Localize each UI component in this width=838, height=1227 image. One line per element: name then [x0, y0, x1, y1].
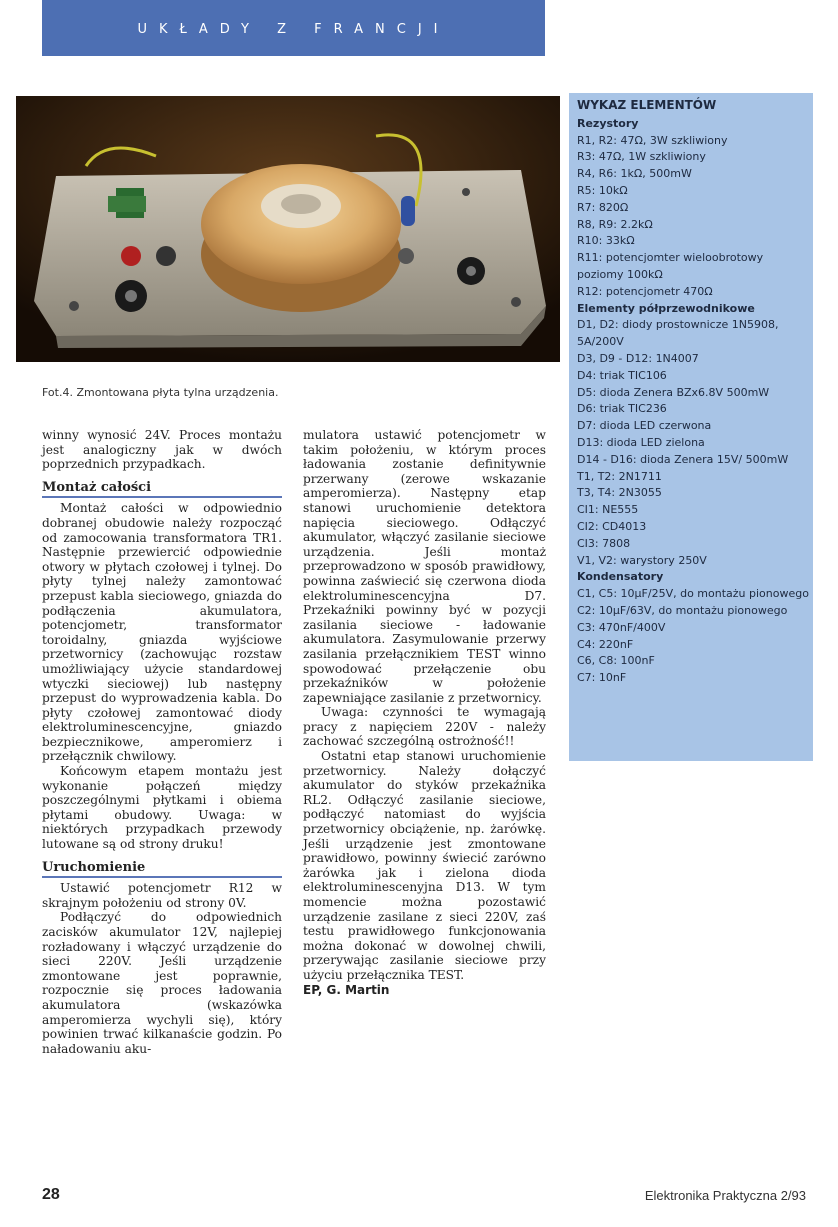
- list-item: C6, C8: 100nF: [577, 654, 655, 668]
- semiconductor-list: [577, 317, 813, 569]
- list-item: CI2: CD4013: [577, 519, 647, 533]
- paragraph: Końcowym etapem montażu jest wykonanie połączeń między poszczególnymi płytkami i obiema płytami obudowy. Uwaga: w niektórych przypadkach przewody lutowane są od strony druku!: [42, 764, 282, 852]
- paragraph: Podłączyć do odpowiednich zacisków akumulator 12V, najlepiej rozładowany i włączyć urządzenie do sieci 220V. Jeśli urządzenie zmontowane jest poprawnie, rozpocznie się proces ładowania akumulatora (wskazówka amperomierza wychyli się), który powinien trwać kilkanaście godzin. Po naładowaniu aku-: [42, 910, 282, 1056]
- list-item: R3: 47Ω, 1W szkliwiony: [577, 150, 706, 164]
- list-item: R8, R9: 2.2kΩ: [577, 217, 653, 231]
- list-item: R12: potencjometr 470Ω: [577, 284, 713, 298]
- paragraph: Ostatni etap stanowi uruchomienie przetwornicy. Należy dołączyć akumulator do styków przekaźnika RL2. Odłączyć zasilanie sieciowe, podłączyć natomiast do wyjścia przetwornicy obciążenie, np. żarówkę. Jeśli urządzenie jest zmontowane prawidłowo, powinny świecić zarówno żarówka jak i zielona dioda elektroluminescenyjna D13. W tym momencie można pozostawić urządzenie zasilane z sieci 220V, zaś testu prawidłowego funkcjonowania można dokonać w dowolnej chwili, przerywając zasilanie sieciowe przy użyciu przełącznika TEST.: [303, 749, 546, 982]
- list-item: R4, R6: 1kΩ, 500mW: [577, 167, 692, 181]
- heading-startup: Uruchomienie: [42, 861, 282, 879]
- parts-list-box: [569, 93, 813, 761]
- resistor-list: [577, 133, 813, 301]
- list-item: T3, T4: 2N3055: [577, 486, 662, 500]
- list-item: C2: 10µF/63V, do montażu pionowego: [577, 603, 788, 617]
- section-title: UKŁADY Z FRANCJI: [137, 22, 450, 37]
- paragraph: mulatora ustawić potencjometr w takim położeniu, w którym proces ładowania zostanie definitywnie przerwany (zerowe wskazanie amperomierza). Następny etap stanowi uruchomienie detektora napięcia sieciowego. Odłączyć akumulator, włączyć zasilanie sieciowe urządzenia. Jeśli montaż przeprowadzono w sposób prawidłowy, powinna zaświecić się czerwona dioda elektroluminescencyjna D7. Przekaźniki powinny być w pozycji zasilania sieciowe - ładowanie akumulatora. Zasymulowanie przerwy zasilania przełącznikiem TEST winno spowodować przełączenie obu przekaźników w położenie zapewniające zasilanie z przetwornicy.: [303, 428, 546, 705]
- section-resistors: Rezystory: [577, 116, 639, 130]
- list-item: C1, C5: 10µF/25V, do montażu pionowego: [577, 587, 809, 601]
- paragraph: Ustawić potencjometr R12 w skrajnym położeniu od strony 0V.: [42, 881, 282, 910]
- list-item: D7: dioda LED czerwona: [577, 419, 712, 433]
- list-item: D5: dioda Zenera BZx6.8V 500mW: [577, 385, 770, 399]
- list-item: D6: triak TIC236: [577, 402, 667, 416]
- parts-list-title: WYKAZ ELEMENTÓW: [577, 98, 717, 112]
- list-item: CI3: 7808: [577, 536, 631, 550]
- list-item: R7: 820Ω: [577, 200, 629, 214]
- list-item: C7: 10nF: [577, 671, 627, 685]
- photo-caption: Fot.4. Zmontowana płyta tylna urządzenia.: [42, 386, 279, 399]
- paragraph: Montaż całości w odpowiednio dobranej obudowie należy rozpocząć od zamocowania transformatora TR1. Następnie przewiercić odpowiednie otwory w płytach czołowej i tylnej. Do płyty tylnej należy zamontować przepust kabla sieciowego, gniazda do podłączenia akumulatora, potencjometr, transformator toroidalny, gniazda wyjściowe przetwornicy (zachowując rozstaw umożliwiający użycie standardowej wtyczki sieciowej) lub następny przepust do wyprowadzenia kabla. Do płyty czołowej zamontować diody elektroluminescencyjne, gniazdo bezpiecznikowe, amperomierz i przełącznik chwilowy.: [42, 501, 282, 764]
- list-item: D14 - D16: dioda Zenera 15V/ 500mW: [577, 452, 789, 466]
- paragraph: Uwaga: czynności te wymagają pracy z napięciem 220V - należy zachować szczególną ostrożność!!: [303, 705, 546, 749]
- list-item: R11: potencjomter wieloobrotowy poziomy 100kΩ: [577, 251, 764, 281]
- list-item: D3, D9 - D12: 1N4007: [577, 351, 699, 365]
- text-column-left: [42, 428, 282, 1056]
- photo-illustration: [16, 96, 560, 362]
- list-item: T1, T2: 2N1711: [577, 469, 662, 483]
- list-item: D1, D2: diody prostownicze 1N5908, 5A/200V: [577, 318, 779, 349]
- section-semiconductors: Elementy półprzewodnikowe: [577, 301, 755, 315]
- section-capacitors: Kondensatory: [577, 570, 664, 584]
- magazine-name: Elektronika Praktyczna 2/93: [644, 1188, 806, 1203]
- list-item: R1, R2: 47Ω, 3W szkliwiony: [577, 133, 728, 147]
- text-column-right: [303, 428, 546, 997]
- list-item: C4: 220nF: [577, 637, 634, 651]
- list-item: V1, V2: warystory 250V: [577, 553, 707, 567]
- device-photo: [16, 96, 560, 362]
- paragraph: winny wynosić 24V. Proces montażu jest analogiczny jak w dwóch poprzednich przypadkach.: [42, 428, 282, 472]
- list-item: C3: 470nF/400V: [577, 620, 666, 634]
- heading-assembly: Montaż całości: [42, 481, 282, 499]
- list-item: CI1: NE555: [577, 503, 639, 517]
- list-item: R5: 10kΩ: [577, 183, 628, 197]
- list-item: D13: dioda LED zielona: [577, 435, 705, 449]
- list-item: D4: triak TIC106: [577, 368, 667, 382]
- list-item: R10: 33kΩ: [577, 234, 635, 248]
- capacitor-list: [577, 586, 813, 687]
- section-banner: [42, 0, 545, 56]
- page-number: 28: [42, 1186, 60, 1203]
- author-signature: EP, G. Martin: [303, 982, 390, 997]
